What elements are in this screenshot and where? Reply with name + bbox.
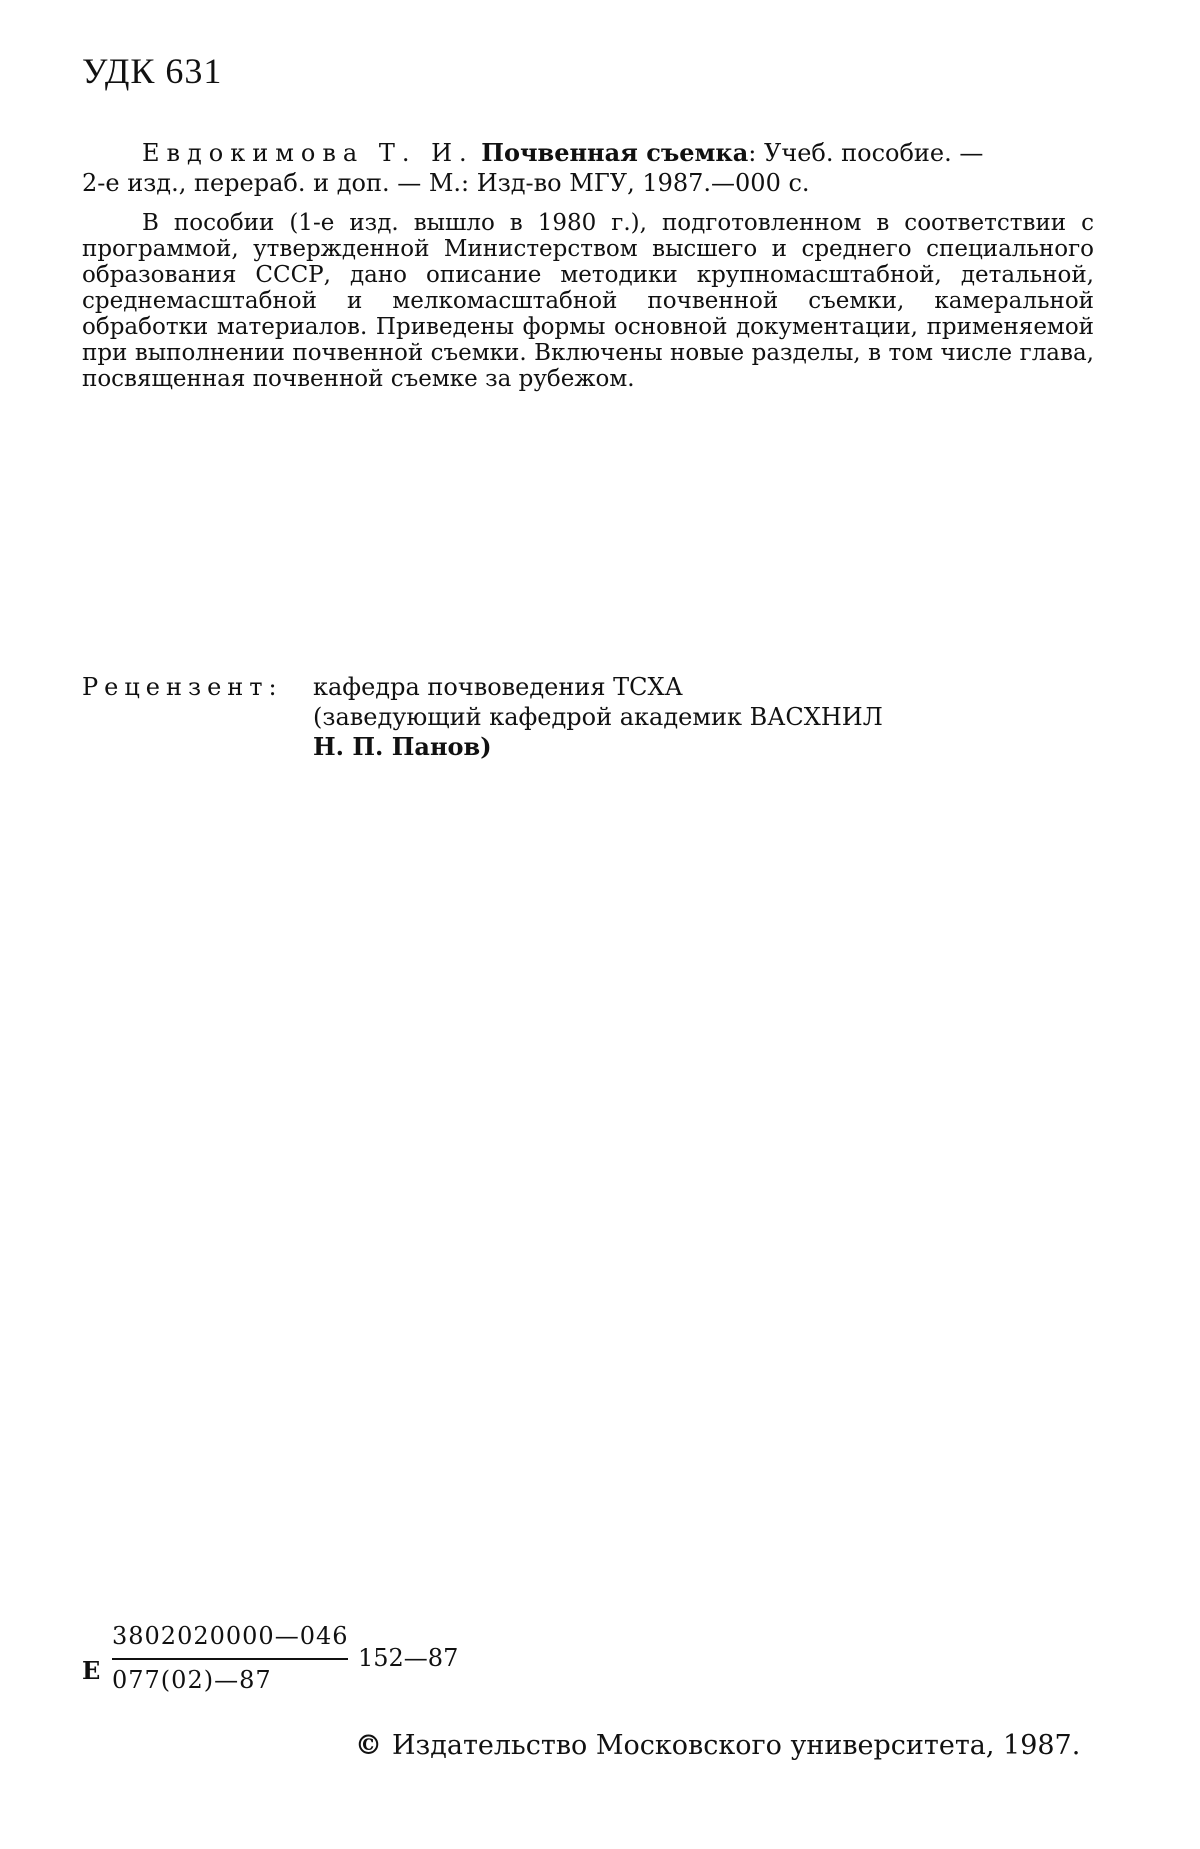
reviewer-label-block bbox=[82, 672, 283, 702]
biblio-line-1 bbox=[82, 138, 1094, 168]
reviewer-line-1: кафедра почвоведения ТСХА bbox=[313, 673, 683, 701]
index-fraction-line bbox=[112, 1658, 348, 1660]
udk-code: УДК 631 bbox=[82, 51, 223, 91]
index-denominator: 077(02)—87 bbox=[112, 1666, 272, 1694]
index-letter: Е bbox=[82, 1656, 101, 1685]
reviewer-details bbox=[313, 672, 883, 762]
annotation-paragraph: В пособии (1-е изд. вышло в 1980 г.), подготовленном в соответствии с программой, утвержденной Министерством высшего и среднего специального образования СССР, дано описание методики крупномасштабной, детальной, среднемасштабной и мелкомасштабной почвенной съемки, камеральной обработки материалов. Приведены формы основной документации, применяемой при выполнении почвенной съемки. Включены новые разделы, в том числе глава, посвященная почвенной съемке за рубежом. bbox=[82, 210, 1094, 392]
reviewer-label: Рецензент: bbox=[82, 673, 283, 701]
author-name: Евдокимова Т. И. bbox=[142, 139, 474, 167]
biblio-details-2: 2-е изд., перераб. и доп. — М.: Изд-во МГУ, 1987.—000 с. bbox=[82, 169, 810, 197]
copyright-text: Издательство Московского университета, 1987. bbox=[392, 1730, 1081, 1761]
index-suffix: 152—87 bbox=[358, 1644, 459, 1672]
index-numerator: 3802020000—046 bbox=[112, 1622, 349, 1650]
reviewer-line-3: Н. П. Панов) bbox=[313, 732, 492, 761]
book-title: Почвенная съемка bbox=[481, 138, 749, 167]
biblio-details-1: : Учеб. пособие. — bbox=[748, 139, 984, 167]
bibliographic-record bbox=[82, 138, 1094, 198]
reviewer-line-2: (заведующий кафедрой академик ВАСХНИЛ bbox=[313, 703, 883, 731]
copyright-icon: © bbox=[355, 1730, 382, 1761]
copyright-line bbox=[355, 1730, 1080, 1761]
